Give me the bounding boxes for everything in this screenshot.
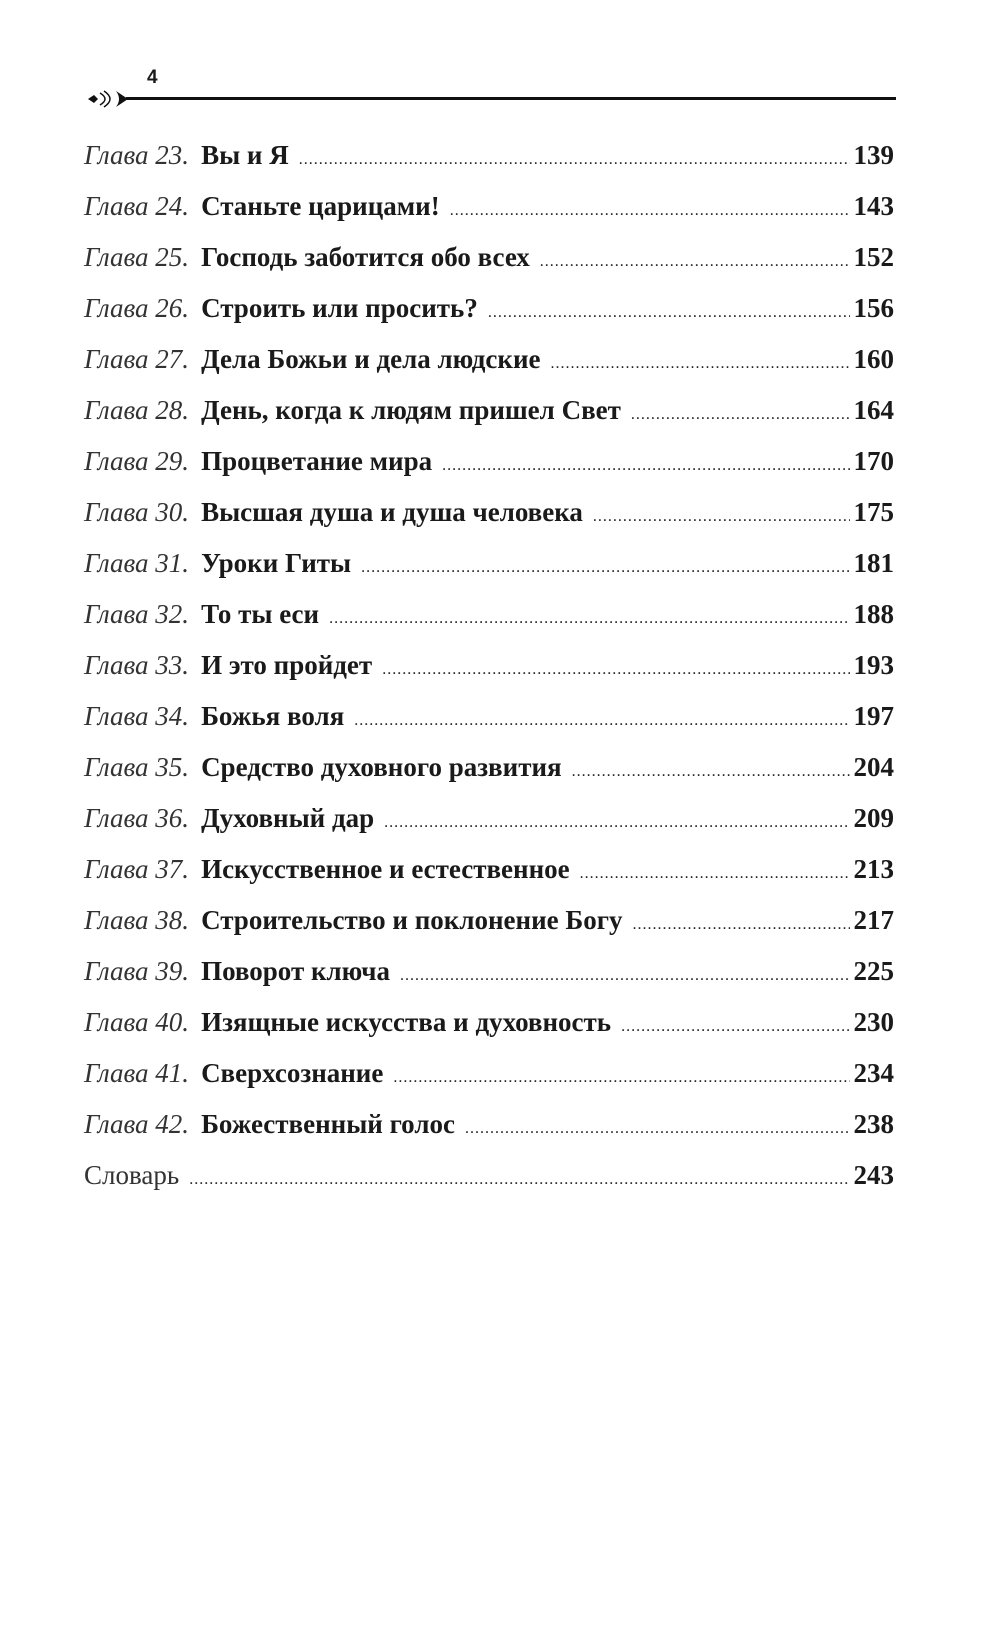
chapter-label: Глава 26. (84, 293, 190, 323)
chapter-title: Искусственное и естественное (201, 854, 570, 884)
page-number: 225 (853, 956, 894, 986)
chapter-title: Вы и Я (201, 140, 289, 170)
toc-entry (84, 293, 894, 344)
dot-leader (400, 967, 850, 985)
page-number: 193 (853, 650, 894, 680)
toc-entry (84, 803, 894, 854)
chapter-label: Глава 37. (84, 854, 190, 884)
chapter-title: Строительство и поклонение Богу (201, 905, 623, 935)
chapter-title: Строить или просить? (201, 293, 478, 323)
chapter-title: Средство духовного развития (201, 752, 562, 782)
toc-entry (84, 1007, 894, 1058)
dot-leader (488, 304, 850, 322)
dot-leader (450, 202, 850, 220)
chapter-label: Глава 32. (84, 599, 190, 629)
toc-entry (84, 956, 894, 1007)
page-number: 243 (853, 1160, 894, 1190)
page-number: 156 (853, 293, 894, 323)
page-number: 139 (853, 140, 894, 170)
page-number: 181 (853, 548, 894, 578)
page-number: 175 (853, 497, 894, 527)
chapter-title: Сверхсознание (201, 1058, 384, 1088)
chapter-label: Глава 29. (84, 446, 190, 476)
toc-entry (84, 497, 894, 548)
dot-leader (384, 814, 849, 832)
toc-entry (84, 344, 894, 395)
chapter-label: Глава 35. (84, 752, 190, 782)
chapter-title: Божественный голос (201, 1109, 455, 1139)
dot-leader (572, 763, 850, 781)
chapter-label: Глава 36. (84, 803, 190, 833)
toc-entry (84, 752, 894, 803)
chapter-title: Процветание мира (201, 446, 433, 476)
page-number: 238 (853, 1109, 894, 1139)
chapter-title: День, когда к людям пришел Свет (201, 395, 621, 425)
dot-leader (580, 865, 850, 883)
page-number: 234 (853, 1058, 894, 1088)
dot-leader (465, 1120, 850, 1138)
page-header (86, 62, 896, 112)
table-of-contents (84, 140, 894, 1211)
dot-leader (540, 253, 850, 271)
page-number: 188 (853, 599, 894, 629)
dot-leader (329, 610, 849, 628)
toc-entry (84, 548, 894, 599)
glossary-title: Словарь (84, 1160, 180, 1190)
chapter-title: Духовный дар (201, 803, 375, 833)
page-number: 160 (853, 344, 894, 374)
page-number: 209 (853, 803, 894, 833)
page-number: 197 (853, 701, 894, 731)
toc-entry (84, 650, 894, 701)
toc-entry (84, 191, 894, 242)
chapter-label: Глава 24. (84, 191, 190, 221)
dot-leader (551, 355, 850, 373)
chapter-label: Глава 34. (84, 701, 190, 731)
dot-leader (382, 661, 849, 679)
page-number: 204 (853, 752, 894, 782)
dot-leader (631, 406, 850, 424)
dot-leader (189, 1171, 849, 1189)
toc-entry (84, 854, 894, 905)
page-number: 4 (147, 67, 158, 88)
toc-entry (84, 1058, 894, 1109)
page-number: 213 (853, 854, 894, 884)
header-rule (126, 97, 896, 100)
page-number: 152 (853, 242, 894, 272)
chapter-label: Глава 31. (84, 548, 190, 578)
dot-leader (354, 712, 849, 730)
dot-leader (361, 559, 849, 577)
toc-entry-glossary (84, 1160, 894, 1211)
chapter-label: Глава 25. (84, 242, 190, 272)
page-number: 143 (853, 191, 894, 221)
chapter-title: Уроки Гиты (201, 548, 352, 578)
chapter-label: Глава 30. (84, 497, 190, 527)
toc-entry (84, 1109, 894, 1160)
chapter-title: Поворот ключа (201, 956, 390, 986)
dot-leader (633, 916, 850, 934)
dot-leader (621, 1018, 849, 1036)
toc-entry (84, 395, 894, 446)
chapter-label: Глава 28. (84, 395, 190, 425)
chapter-title: И это пройдет (201, 650, 373, 680)
page-number: 164 (853, 395, 894, 425)
chapter-title: То ты еси (201, 599, 320, 629)
dot-leader (593, 508, 850, 526)
chapter-title: Божья воля (201, 701, 345, 731)
toc-entry (84, 446, 894, 497)
chapter-label: Глава 38. (84, 905, 190, 935)
toc-entry (84, 140, 894, 191)
toc-entry (84, 242, 894, 293)
chapter-label: Глава 27. (84, 344, 190, 374)
chapter-label: Глава 40. (84, 1007, 190, 1037)
chapter-label: Глава 23. (84, 140, 190, 170)
page-number: 230 (853, 1007, 894, 1037)
toc-entry (84, 905, 894, 956)
page-number: 217 (853, 905, 894, 935)
chapter-label: Глава 41. (84, 1058, 190, 1088)
chapter-label: Глава 39. (84, 956, 190, 986)
toc-entry (84, 701, 894, 752)
chapter-title: Господь заботится обо всех (201, 242, 530, 272)
dot-leader (393, 1069, 849, 1087)
dot-leader (442, 457, 849, 475)
toc-entry (84, 599, 894, 650)
chapter-title: Изящные искусства и духовность (201, 1007, 612, 1037)
chapter-title: Дела Божьи и дела людские (201, 344, 541, 374)
chapter-title: Высшая душа и душа человека (201, 497, 583, 527)
chapter-label: Глава 42. (84, 1109, 190, 1139)
chapter-label: Глава 33. (84, 650, 190, 680)
chapter-title: Станьте царицами! (201, 191, 440, 221)
page-number: 170 (853, 446, 894, 476)
dot-leader (299, 151, 850, 169)
